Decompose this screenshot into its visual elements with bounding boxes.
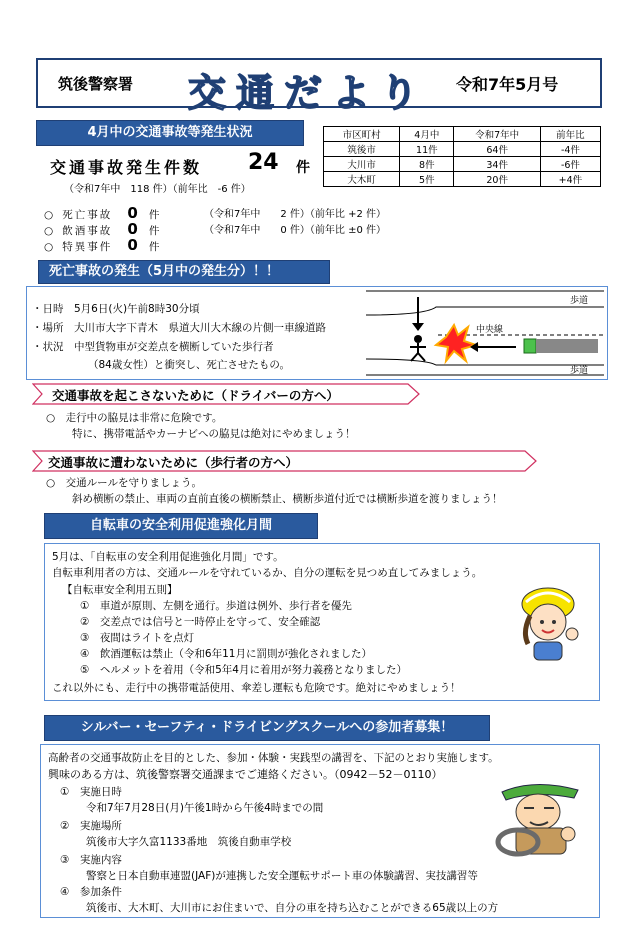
bicycle-intro-1: 5月は、「自転車の安全利用促進強化月間」です。 <box>52 551 284 563</box>
fatal-heading: 死亡事故の発生（5月中の発生分）！！ <box>38 260 330 284</box>
thumbs-up-hand <box>566 628 578 640</box>
hand <box>561 827 575 841</box>
center-line-label: 中央線 <box>476 325 504 335</box>
table-cell: 20件 <box>454 172 540 187</box>
table-cell: 8件 <box>400 157 454 172</box>
table-cell: 34件 <box>454 157 540 172</box>
bicycle-intro-2: 自転車利用者の方は、交通ルールを守れているか、自分の運転を見つめ直してみましょう。 <box>52 567 483 579</box>
stat-item: ○ 飲酒事故 0 件 （令和7年中 0 件）（前年比 ±0 件） <box>44 220 387 238</box>
pedestrian-line-2: 斜め横断の禁止、車両の直前直後の横断禁止、横断歩道付近では横断歩道を渡りましょう！ <box>72 493 503 505</box>
sidewalk-label-bottom: 歩道 <box>570 366 589 376</box>
ytd-note: （令和7年中 118 件）（前年比 -6 件） <box>64 184 251 195</box>
table-cell: 大木町 <box>324 172 400 187</box>
driver-line-2: 特に、携帯電話やカーナビへの脇見は絶対にやめましょう！ <box>72 428 356 440</box>
driver-line-1: ○ 走行中の脇見は非常に危険です。 <box>46 412 223 424</box>
table-cell: 筑後市 <box>324 142 400 157</box>
stat-item: ○ 特異事件 0 件 <box>44 236 160 254</box>
accident-diagram <box>366 287 604 377</box>
fatal-situation: ・状況 中型貨物車が交差点を横断していた歩行者 <box>32 341 274 353</box>
pedestrian-heading: 交通事故に遭わないために（歩行者の方へ） <box>48 455 299 470</box>
school-item-title: ② 実施場所 <box>60 820 122 832</box>
driver-heading: 交通事故を起こさないために（ドライバーの方へ） <box>52 388 339 403</box>
school-item-title: ④ 参加条件 <box>60 886 122 898</box>
truck-body <box>536 339 598 353</box>
bicycle-rule: ① 車道が原則、左側を通行。歩道は例外、歩行者を優先 <box>80 600 352 612</box>
masthead <box>36 58 602 115</box>
city-stats-table <box>323 126 601 187</box>
school-item-title: ① 実施日時 <box>60 786 122 798</box>
elderly-driver-illustration <box>494 772 590 858</box>
table-cell: 5件 <box>400 172 454 187</box>
pedestrian-body <box>410 343 426 361</box>
arrow-head <box>412 323 424 331</box>
school-heading: シルバー・セーフティ・ドライビングスクールへの参加者募集！ <box>44 715 490 741</box>
fatal-situation-2: （84歳女性）と衝突し、死亡させたもの。 <box>88 359 290 371</box>
school-item-detail: 筑後市、大木町、大川市にお住まいで、自分の車を持ち込むことができる65歳以上の方 <box>86 902 499 914</box>
bicycle-closing: これ以外にも、走行中の携帯電話使用、傘差し運転も危険です。絶対にやめましょう！ <box>52 682 461 694</box>
table-header: 令和7年中 <box>454 127 540 142</box>
bicycle-rule: ⑤ ヘルメットを着用（令和5年4月に着用が努力義務となりました） <box>80 664 407 676</box>
bicycle-rules-title: 【自転車安全利用五則】 <box>62 584 178 596</box>
table-cell: -6件 <box>540 157 600 172</box>
issue-date: 令和7年5月号 <box>456 75 559 94</box>
truck-icon <box>524 339 536 353</box>
school-intro-2: 興味のある方は、筑後警察署交通課までご連絡ください。（0942－52－0110） <box>48 768 443 781</box>
pedestrian-head <box>414 335 422 343</box>
accident-count-value: 24 <box>248 150 279 175</box>
table-row <box>324 142 601 157</box>
bicycle-rule: ② 交差点では信号と一時停止を守って、安全確認 <box>80 616 321 628</box>
bicycle-rule: ③ 夜間はライトを点灯 <box>80 632 195 644</box>
newsletter-title: 交通だより <box>188 70 429 115</box>
sidewalk-line <box>366 307 604 315</box>
april-heading: 4月中の交通事故等発生状況 <box>36 120 304 146</box>
school-item-title: ③ 実施内容 <box>60 854 122 866</box>
table-cell: 11件 <box>400 142 454 157</box>
helmet-cyclist-illustration <box>512 582 584 662</box>
sidewalk-line <box>366 359 604 365</box>
school-item-detail: 筑後市大字久富1133番地 筑後自動車学校 <box>86 836 292 848</box>
fatal-date: ・日時 5月6日(火)午前8時30分頃 <box>32 303 200 315</box>
table-cell: 64件 <box>454 142 540 157</box>
table-header: 4月中 <box>400 127 454 142</box>
table-header-row <box>324 127 601 142</box>
table-header: 前年比 <box>540 127 600 142</box>
shirt <box>534 642 562 660</box>
bicycle-heading: 自転車の安全利用促進強化月間 <box>44 513 318 539</box>
stat-item: ○ 死亡事故 0 件 （令和7年中 2 件）（前年比 +2 件） <box>44 204 387 222</box>
bicycle-rule: ④ 飲酒運転は禁止（令和6年11月に罰則が強化されました） <box>80 648 372 660</box>
pedestrian-line-1: ○ 交通ルールを守りましょう。 <box>46 477 202 489</box>
accident-count-unit: 件 <box>296 160 310 176</box>
table-cell: -4件 <box>540 142 600 157</box>
fatal-place: ・場所 大川市大字下青木 県道大川大木線の片側一車線道路 <box>32 322 326 334</box>
collision-burst <box>436 325 476 361</box>
school-item-detail: 警察と日本自動車連盟(JAF)が連携した安全運転サポート車の体験講習、実技講習等 <box>86 870 478 882</box>
table-cell: +4件 <box>540 172 600 187</box>
police-station-name: 筑後警察署 <box>58 75 134 93</box>
table-cell: 大川市 <box>324 157 400 172</box>
table-row <box>324 172 601 187</box>
school-item-detail: 令和7年7月28日(月)午後1時から午後4時までの間 <box>86 802 324 814</box>
accident-count-label: 交通事故発生件数 <box>50 158 203 177</box>
table-row <box>324 157 601 172</box>
school-intro-1: 高齢者の交通事故防止を目的とした、参加・体験・実践型の講習を、下記のとおり実施します。 <box>48 752 499 764</box>
table-header: 市区町村 <box>324 127 400 142</box>
sidewalk-label-top: 歩道 <box>570 296 589 306</box>
face <box>530 604 566 640</box>
